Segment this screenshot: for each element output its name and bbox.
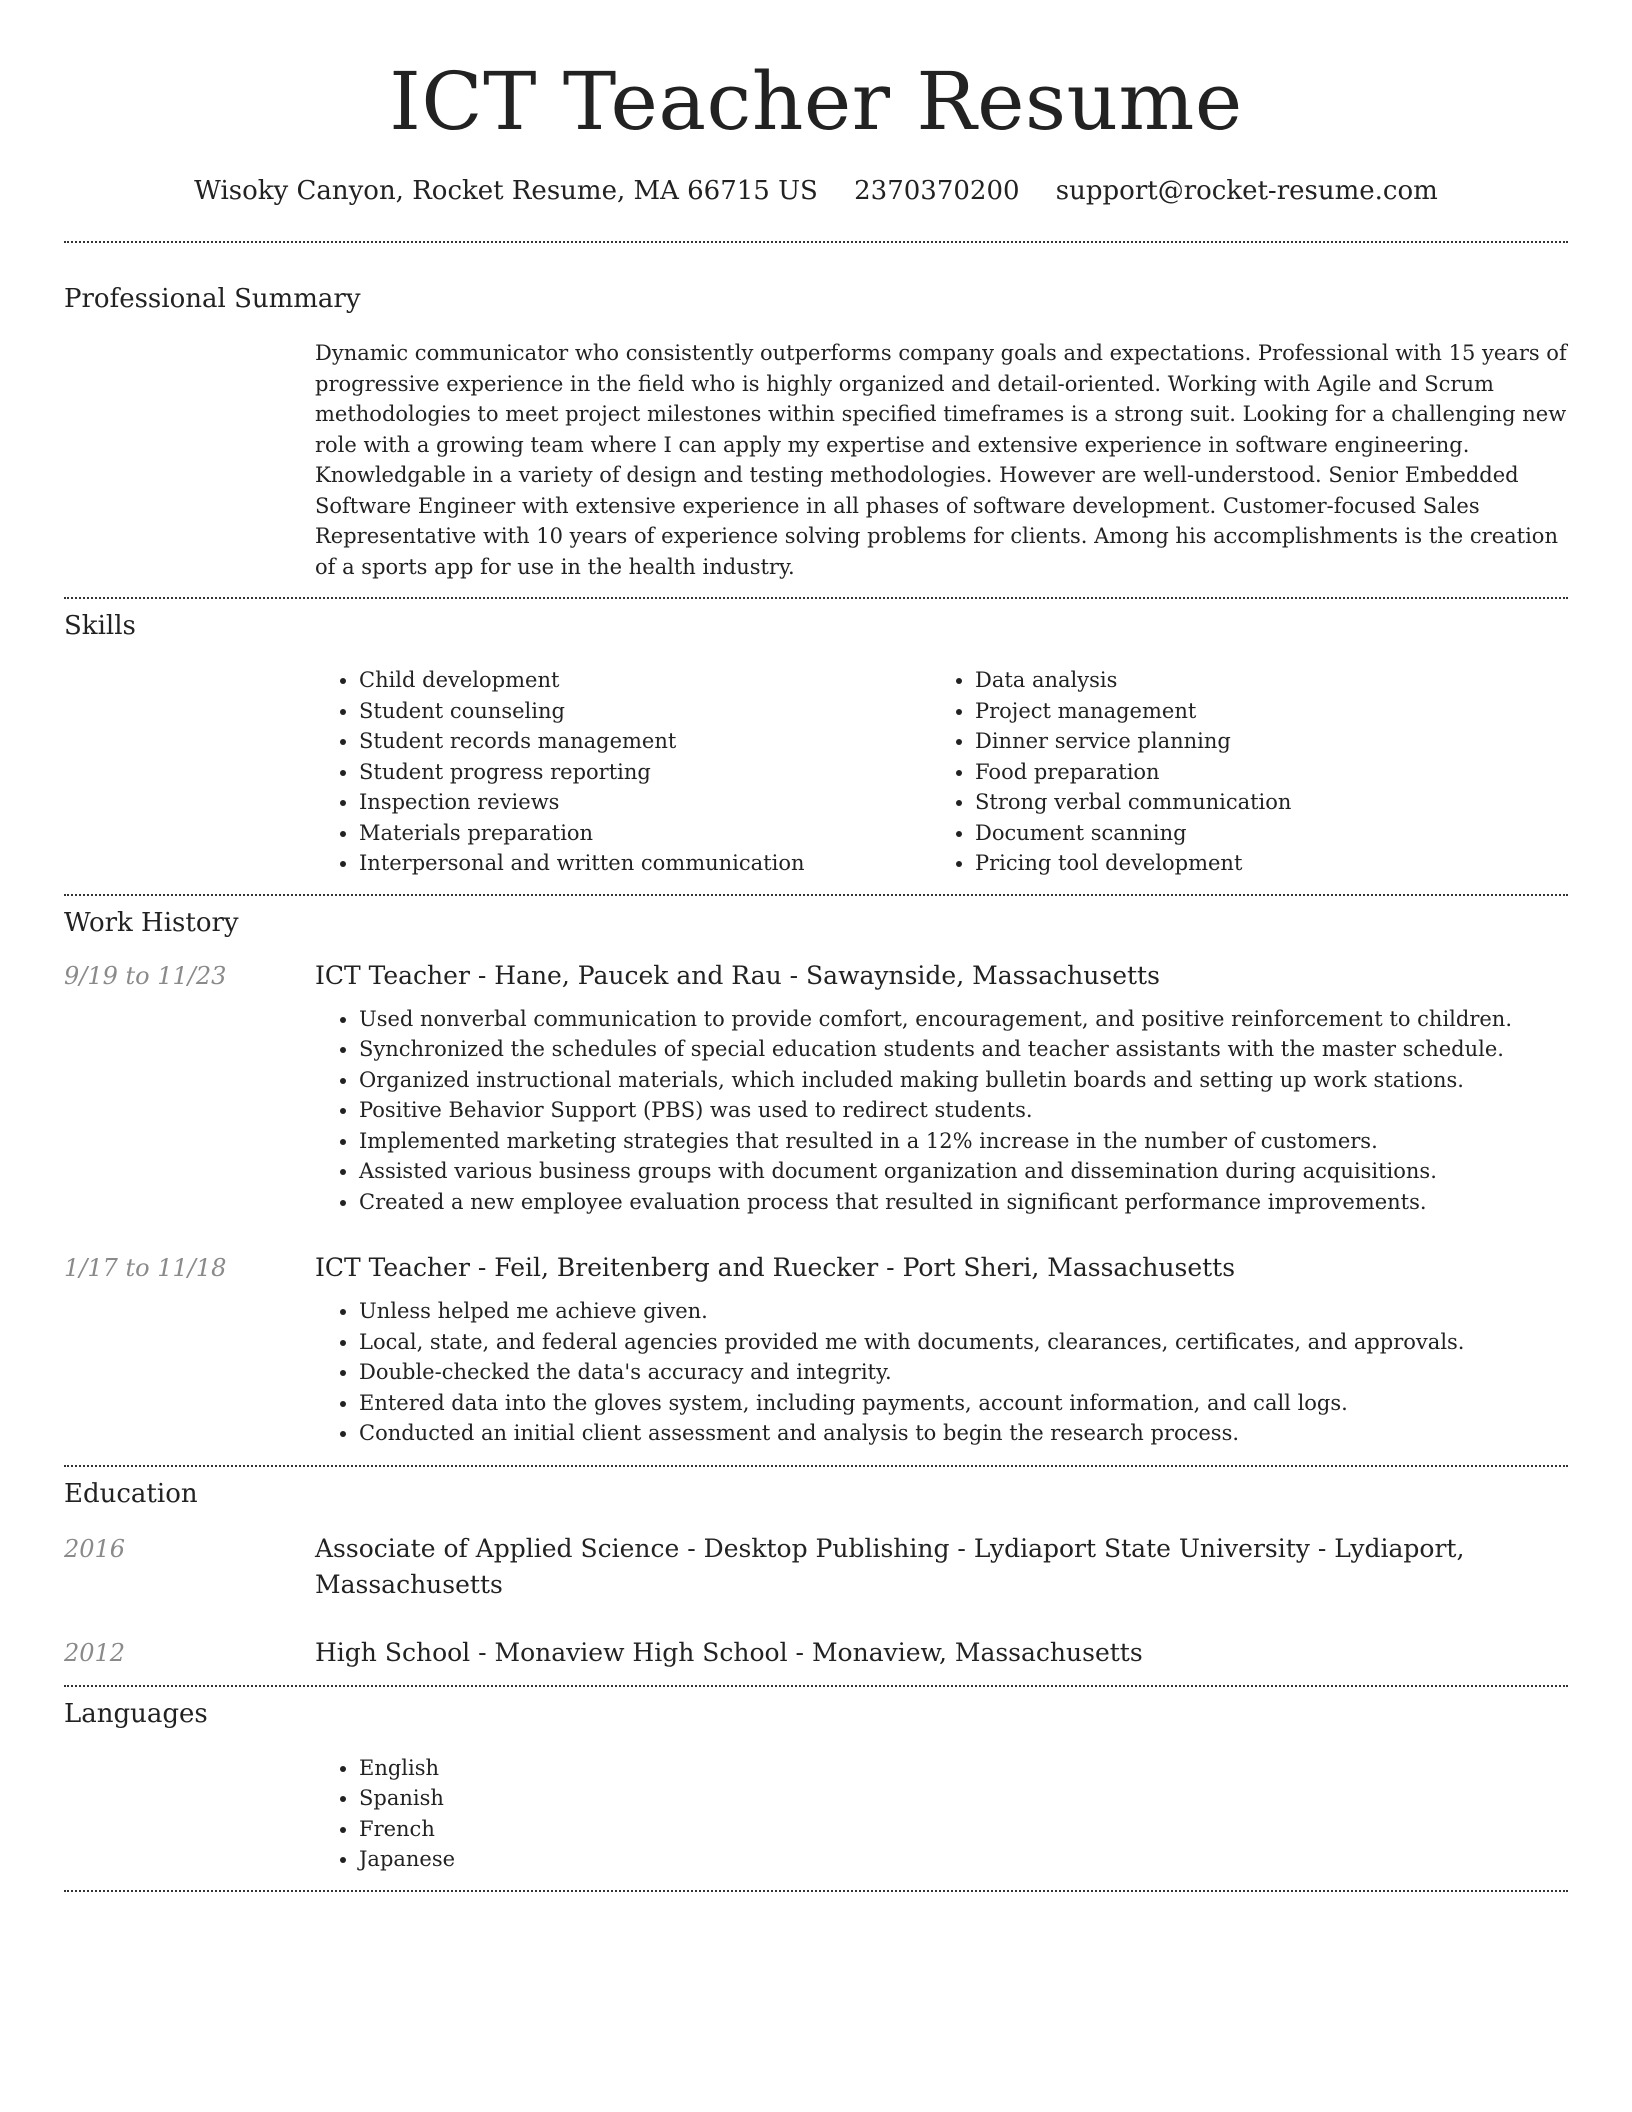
section-heading-summary: Professional Summary: [64, 284, 361, 314]
education-year: 2016: [64, 1534, 126, 1563]
section-languages: [64, 1697, 1568, 1875]
list-item: • Local, state, and federal agencies provided me with documents, clearances, certificates, and approvals.: [359, 1327, 1568, 1358]
list-item: • Unless helped me achieve given.: [359, 1296, 1568, 1327]
list-item: • Conducted an initial client assessment and analysis to begin the research process.: [359, 1418, 1568, 1449]
job-bullets: [315, 1004, 1568, 1218]
list-item: • Spanish: [359, 1783, 1568, 1814]
list-item: • Interpersonal and written communication: [359, 848, 931, 879]
job-dates: 1/17 to 11/18: [64, 1254, 227, 1282]
section-heading-languages: Languages: [64, 1698, 208, 1729]
education-entry: [64, 1531, 1568, 1603]
resume-title: ICT Teacher Resume: [389, 55, 1243, 148]
job-entry: [64, 1250, 1568, 1449]
list-item: • Used nonverbal communication to provide comfort, encouragement, and positive reinforcement to children.: [359, 1004, 1568, 1035]
list-item: • Double-checked the data's accuracy and integrity.: [359, 1357, 1568, 1388]
contact-email: support@rocket-resume.com: [1055, 176, 1438, 206]
list-item: • Created a new employee evaluation process that resulted in significant performance improvements.: [359, 1187, 1568, 1218]
contact-line: [64, 174, 1568, 208]
list-item: • Synchronized the schedules of special education students and teacher assistants with the master schedule.: [359, 1034, 1568, 1065]
list-item: • Document scanning: [975, 818, 1547, 849]
list-item: • Student records management: [359, 726, 931, 757]
list-item: • Inspection reviews: [359, 787, 931, 818]
list-item: • Entered data into the gloves system, including payments, account information, and call logs.: [359, 1388, 1568, 1419]
section-heading-work: Work History: [64, 907, 239, 938]
list-item: • Japanese: [359, 1844, 1568, 1875]
list-item: • Organized instructional materials, which included making bulletin boards and setting up work stations.: [359, 1065, 1568, 1096]
job-bullets: [315, 1296, 1568, 1449]
list-item: • Materials preparation: [359, 818, 931, 849]
section-heading-education: Education: [64, 1478, 198, 1509]
languages-list: [315, 1753, 1568, 1875]
list-item: • Assisted various business groups with document organization and dissemination during acquisitions.: [359, 1156, 1568, 1187]
skills-list-right: [931, 665, 1547, 879]
list-item: • Child development: [359, 665, 931, 696]
divider: [64, 597, 1568, 599]
list-item: • Project management: [975, 696, 1547, 727]
skills-list-left: [315, 665, 931, 879]
section-skills: [64, 609, 1568, 879]
education-title: Associate of Applied Science - Desktop Publishing - Lydiaport State University - Lydiaport, Massachusetts: [315, 1533, 1465, 1599]
list-item: • Student progress reporting: [359, 757, 931, 788]
list-item: • English: [359, 1753, 1568, 1784]
list-item: • Implemented marketing strategies that resulted in a 12% increase in the number of customers.: [359, 1126, 1568, 1157]
job-title: ICT Teacher - Feil, Breitenberg and Ruecker - Port Sheri, Massachusetts: [315, 1253, 1236, 1282]
resume-page: [64, 0, 1568, 1892]
list-item: • Strong verbal communication: [975, 787, 1547, 818]
section-summary: [64, 282, 1568, 582]
divider: [64, 894, 1568, 896]
list-item: • Student counseling: [359, 696, 931, 727]
job-entry: [64, 958, 1568, 1218]
list-item: • Positive Behavior Support (PBS) was used to redirect students.: [359, 1095, 1568, 1126]
section-work-history: [64, 906, 1568, 1449]
contact-phone: 2370370200: [854, 176, 1020, 206]
education-year: 2012: [64, 1638, 126, 1667]
education-entry: [64, 1635, 1568, 1671]
divider: [64, 1465, 1568, 1467]
job-dates: 9/19 to 11/23: [64, 961, 227, 990]
list-item: • Pricing tool development: [975, 848, 1547, 879]
section-education: [64, 1477, 1568, 1671]
section-heading-skills: Skills: [64, 611, 136, 641]
divider: [64, 1685, 1568, 1687]
education-title: High School - Monaview High School - Monaview, Massachusetts: [315, 1637, 1143, 1667]
divider: [64, 241, 1568, 243]
list-item: • Dinner service planning: [975, 726, 1547, 757]
job-title: ICT Teacher - Hane, Paucek and Rau - Sawaynside, Massachusetts: [315, 960, 1160, 990]
contact-address: Wisoky Canyon, Rocket Resume, MA 66715 US: [194, 176, 818, 206]
summary-text: Dynamic communicator who consistently outperforms company goals and expectations. Professional with 15 years of progressive experience in the field who is highly organized and detail-oriented. Working with Agile and Scrum methodologies to meet project milestones within specified timeframes is a strong suit. Looking for a challenging new role with a growing team where I can apply my expertise and extensive experience in software engineering. Knowledgable in a variety of design and testing methodologies. However are well-understood. Senior Embedded Software Engineer with extensive experience in all phases of software development. Customer-focused Sales Representative with 10 years of experience solving problems for clients. Among his accomplishments is the creation of a sports app for use in the health industry.: [315, 341, 1567, 579]
divider: [64, 1890, 1568, 1892]
list-item: • Data analysis: [975, 665, 1547, 696]
list-item: • French: [359, 1814, 1568, 1845]
list-item: • Food preparation: [975, 757, 1547, 788]
